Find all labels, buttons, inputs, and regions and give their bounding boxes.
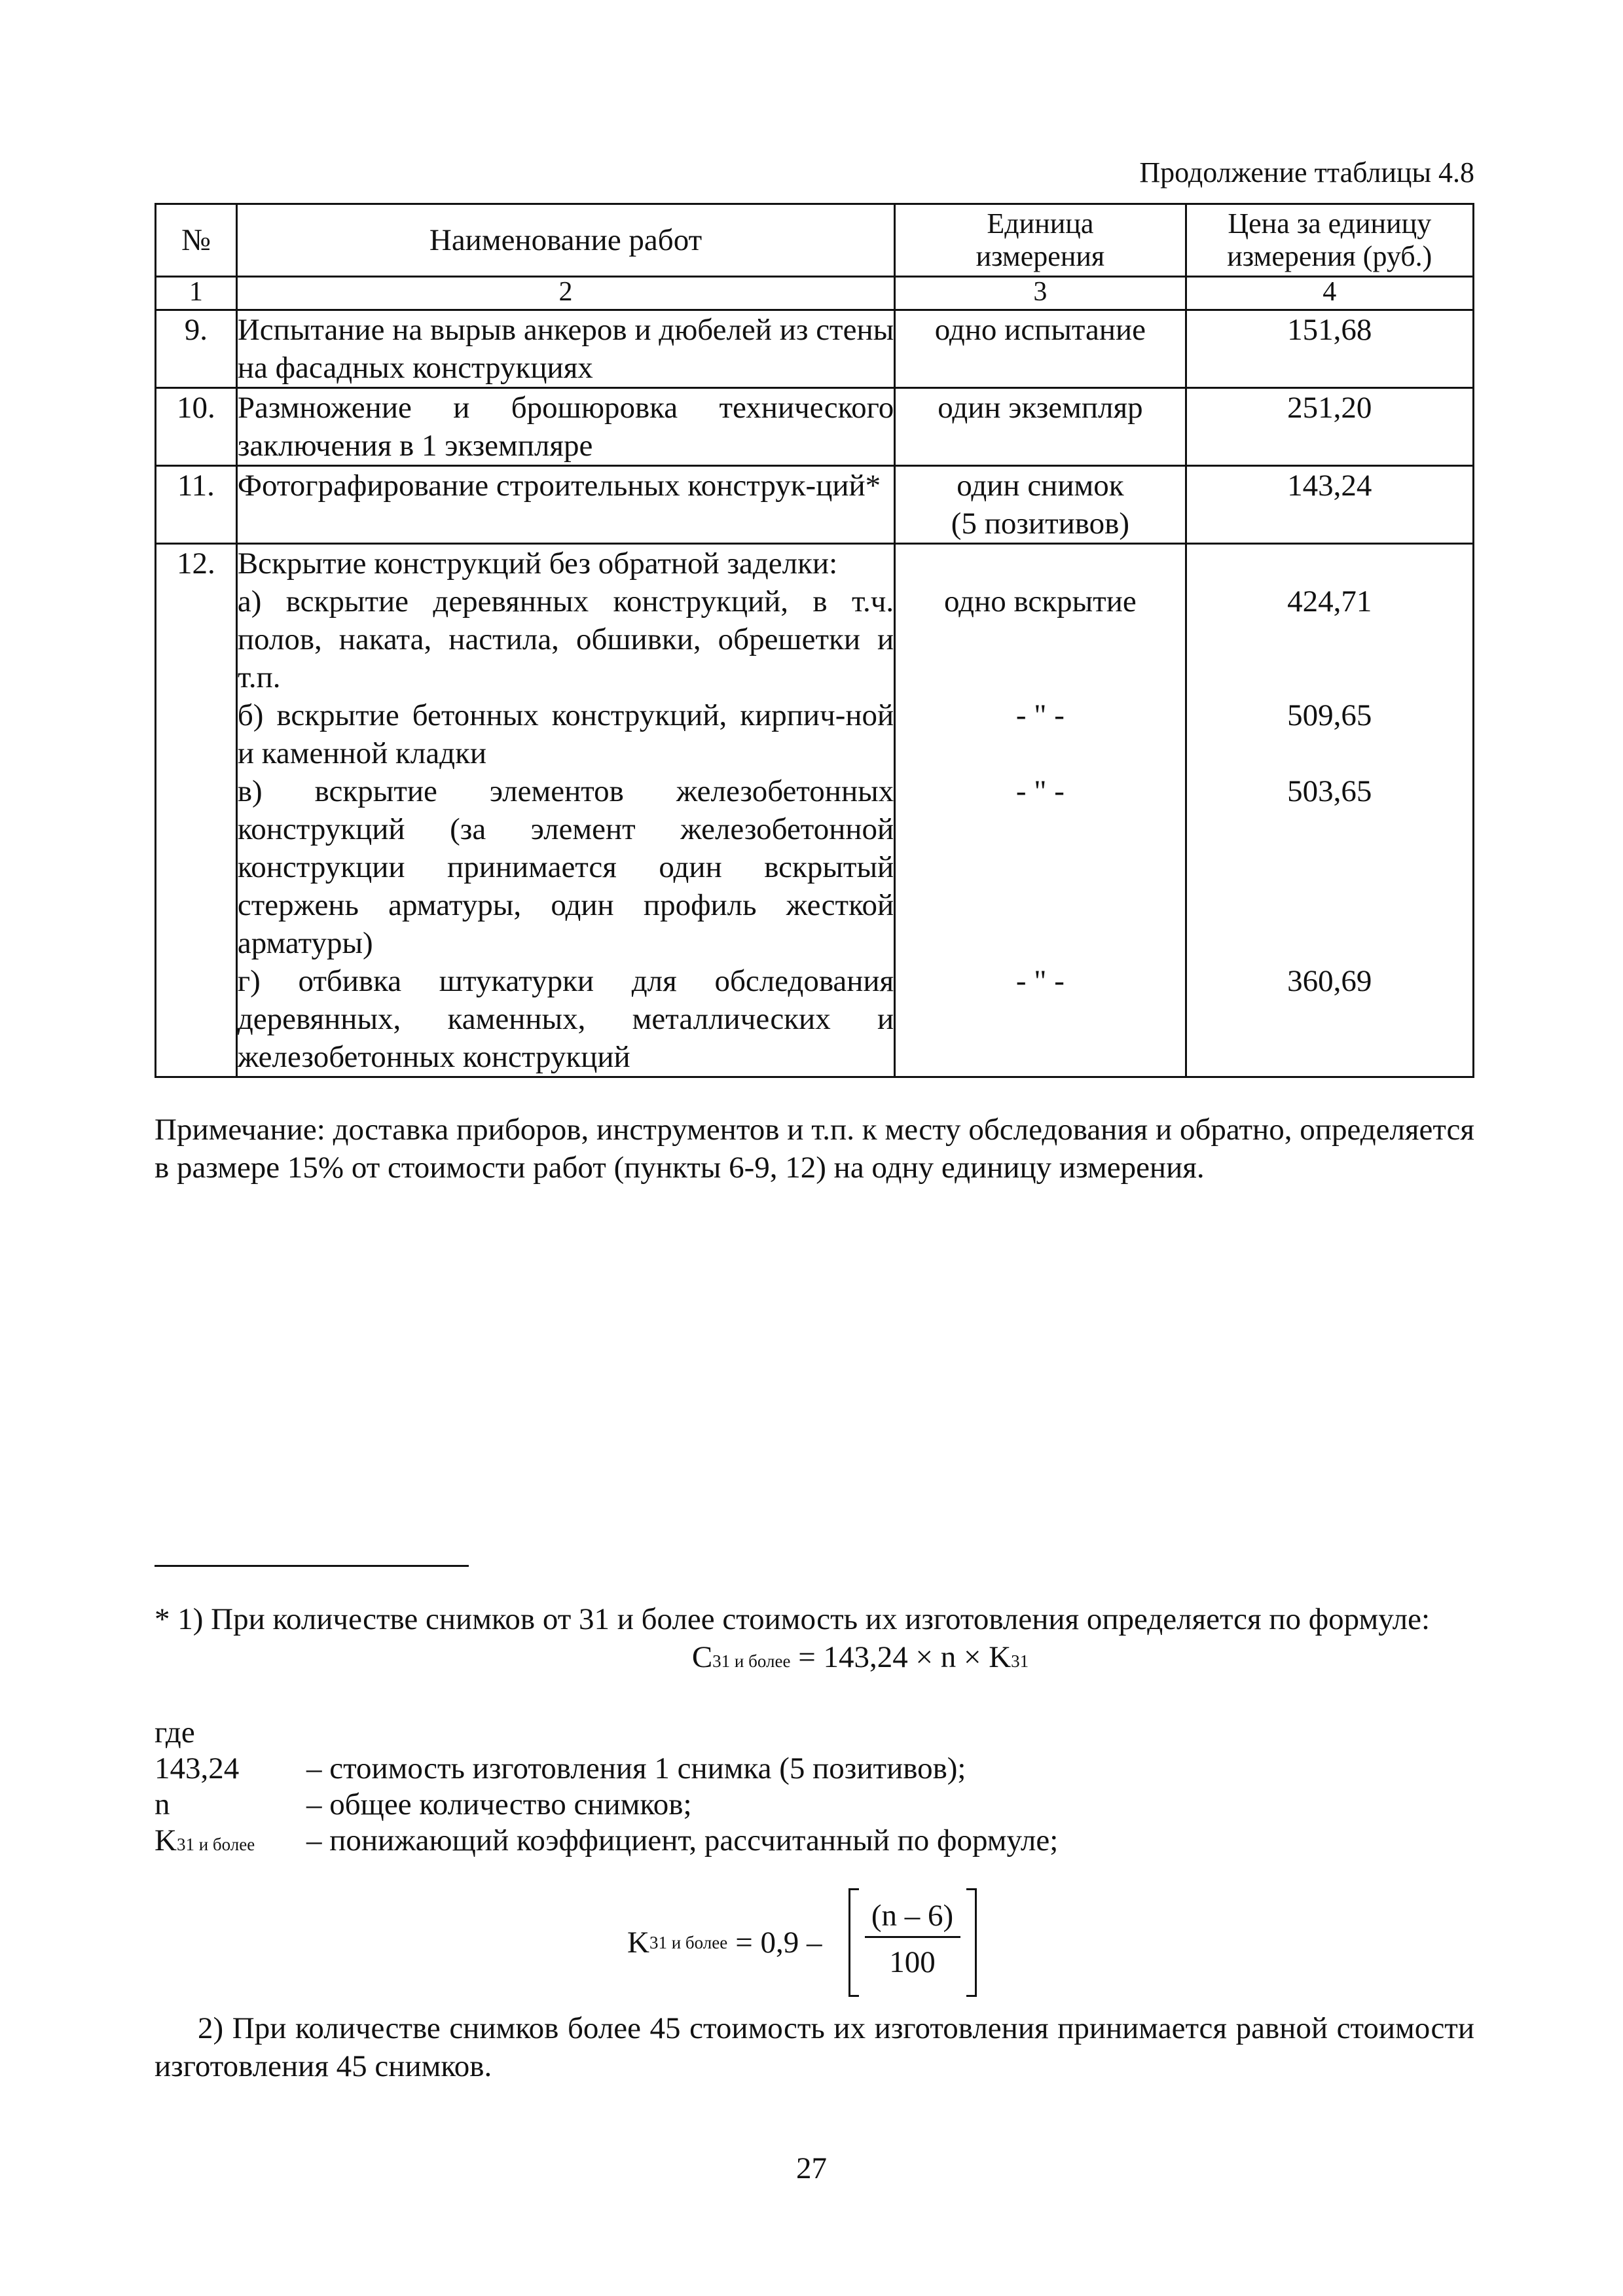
subitem-price: 509,65	[1287, 698, 1372, 732]
row-unit: одно испытание	[895, 310, 1186, 388]
footnote-separator	[155, 1565, 469, 1567]
row-unit: один снимок (5 позитивов)	[895, 466, 1186, 544]
row-name: Фотографирование строительных конструк-ций*	[236, 466, 894, 544]
row-price	[1186, 544, 1473, 1077]
formula-2: K 31 и более = 0,9 – $\frac{(n - 6)}{100}$	[627, 1890, 977, 1995]
subitem-unit: - " -	[1015, 964, 1065, 998]
where-label: где	[155, 1715, 195, 1749]
row-unit	[895, 544, 1186, 1077]
formula-1: С31 и более = 143,24 × n × K31	[691, 1640, 1029, 1674]
col-number: 3	[895, 277, 1186, 310]
row-name	[236, 544, 894, 1077]
table-row	[156, 388, 1474, 466]
header-price: Цена за единицу измерения (руб.)	[1186, 204, 1473, 277]
page-number: 27	[796, 2151, 827, 2185]
table-row	[156, 310, 1474, 388]
subitem-text: б) вскрытие бетонных конструкций, кирпич-ной и каменной кладки	[237, 698, 894, 770]
fraction-numerator: (n – 6)	[865, 1898, 960, 1938]
row-price: 151,68	[1186, 310, 1473, 388]
col-number: 1	[156, 277, 237, 310]
subitem-text: в) вскрытие элементов железобетонных конструкций (за элемент железобетонной конструкции принимается один вскрытый стержень арматуры, один профиль жесткой арматуры)	[237, 774, 894, 960]
column-number-row	[156, 277, 1474, 310]
row-num: 10.	[156, 388, 237, 466]
subitem-unit: одно вскрытие	[944, 584, 1137, 619]
subitem-unit: - " -	[1015, 774, 1065, 808]
price-table	[155, 203, 1474, 1078]
header-num: №	[156, 204, 237, 277]
col-number: 2	[236, 277, 894, 310]
table-caption: Продолжение ттаблицы 4.8	[1139, 156, 1474, 188]
row-num: 11.	[156, 466, 237, 544]
definition-row: K31 и более – понижающий коэффициент, рассчитанный по формуле;	[155, 1823, 1059, 1857]
row-num: 9.	[156, 310, 237, 388]
header-unit: Единица измерения	[895, 204, 1186, 277]
footnote-para2: 2) При количестве снимков более 45 стоимость их изготовления принимается равной стоимости изготовления 45 снимков.	[155, 2011, 1474, 2083]
bracketed-fraction	[848, 1890, 977, 1995]
row-price: 251,20	[1186, 388, 1473, 466]
row-heading: Вскрытие конструкций без обратной заделки:	[237, 547, 838, 581]
col-number: 4	[1186, 277, 1473, 310]
row-name: Размножение и брошюровка технического заключения в 1 экземпляре	[236, 388, 894, 466]
row-name: Испытание на вырыв анкеров и дюбелей из стены на фасадных конструкциях	[236, 310, 894, 388]
definition-row: 143,24 – стоимость изготовления 1 снимка (5 позитивов);	[155, 1751, 966, 1785]
fraction-denominator: 100	[889, 1945, 936, 1979]
footnote	[155, 1600, 1474, 1680]
table-note: Примечание: доставка приборов, инструментов и т.п. к месту обследования и обратно, определяется в размере 15% от стоимости работ (пункты 6-9, 12) на одну единицу измерения.	[155, 1113, 1474, 1185]
subitem-text: г) отбивка штукатурки для обследования деревянных, каменных, металлических и железобетонных конструкций	[237, 964, 894, 1074]
table-row	[156, 466, 1474, 544]
row-unit: один экземпляр	[895, 388, 1186, 466]
footnote-para1: * 1) При количестве снимков от 31 и более стоимость их изготовления определяется по формуле:	[155, 1602, 1431, 1636]
subitem-text: а) вскрытие деревянных конструкций, в т.ч. полов, наката, настила, обшивки, обрешетки и т.п.	[237, 584, 894, 694]
formula-definitions	[155, 1715, 1058, 1863]
row-num: 12.	[156, 544, 237, 1077]
subitem-price: 360,69	[1287, 964, 1372, 998]
subitem-price: 503,65	[1287, 774, 1372, 808]
row-price: 143,24	[1186, 466, 1473, 544]
header-name: Наименование работ	[236, 204, 894, 277]
definition-row: n – общее количество снимков;	[155, 1787, 692, 1821]
subitem-price: 424,71	[1287, 584, 1372, 619]
subitem-unit: - " -	[1015, 698, 1065, 732]
table-header-row	[156, 204, 1474, 277]
table-row	[156, 544, 1474, 1077]
